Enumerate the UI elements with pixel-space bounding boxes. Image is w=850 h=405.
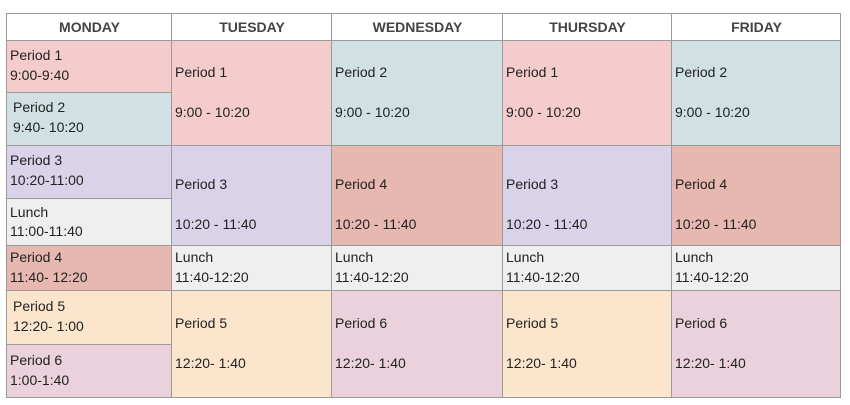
slot-name: Period 5 — [175, 315, 228, 331]
slot-time: 1:00-1:40 — [10, 372, 70, 388]
slot-name: Period 4 — [10, 249, 63, 265]
slot-name: Period 1 — [506, 64, 559, 80]
header-monday: MONDAY — [6, 13, 172, 40]
slot-name: Period 2 — [13, 99, 66, 115]
friday-lunch — [671, 245, 841, 291]
slot-name: Period 2 — [335, 64, 388, 80]
slot-name: Period 3 — [175, 176, 228, 192]
header-friday: FRIDAY — [671, 13, 841, 40]
slot-name: Period 3 — [10, 152, 63, 168]
slot-time: 10:20 - 11:40 — [335, 216, 417, 232]
slot-time: 11:00-11:40 — [10, 223, 83, 239]
slot-name: Period 6 — [335, 315, 388, 331]
monday-period-2 — [6, 92, 172, 146]
thursday-period-1 — [502, 40, 672, 146]
slot-name: Period 5 — [13, 298, 66, 314]
monday-lunch — [6, 198, 172, 246]
slot-time: 11:40-12:20 — [506, 269, 580, 285]
header-wednesday: WEDNESDAY — [331, 13, 503, 40]
slot-time: 11:40-12:20 — [335, 269, 409, 285]
slot-time: 12:20- 1:00 — [13, 318, 84, 334]
slot-name: Period 1 — [10, 47, 63, 63]
slot-name: Period 5 — [506, 315, 559, 331]
tuesday-lunch — [171, 245, 332, 291]
slot-time: 11:40-12:20 — [675, 269, 749, 285]
slot-time: 10:20 - 11:40 — [506, 216, 588, 232]
slot-name: Lunch — [335, 249, 374, 265]
thursday-lunch — [502, 245, 672, 291]
tuesday-period-1 — [171, 40, 332, 146]
slot-name: Period 6 — [10, 352, 63, 368]
slot-time: 10:20 - 11:40 — [175, 216, 257, 232]
wednesday-period-2 — [331, 40, 503, 146]
slot-name: Lunch — [10, 204, 49, 220]
slot-time: 11:40-12:20 — [175, 269, 249, 285]
monday-period-3 — [6, 145, 172, 199]
slot-name: Period 6 — [675, 315, 728, 331]
friday-period-2 — [671, 40, 841, 146]
slot-time: 9:40- 10:20 — [13, 119, 84, 135]
thursday-period-3 — [502, 145, 672, 246]
thursday-period-5 — [502, 290, 672, 398]
wednesday-lunch — [331, 245, 503, 291]
slot-time: 9:00 - 10:20 — [675, 104, 750, 120]
slot-time: 11:40- 12:20 — [10, 269, 88, 285]
table-right-border — [840, 13, 841, 398]
slot-name: Period 3 — [506, 176, 559, 192]
monday-period-4 — [6, 245, 172, 291]
monday-period-5 — [6, 290, 172, 345]
slot-time: 10:20 - 11:40 — [675, 216, 757, 232]
slot-time: 9:00 - 10:20 — [175, 104, 250, 120]
slot-name: Lunch — [506, 249, 545, 265]
slot-name: Period 1 — [175, 64, 228, 80]
slot-time: 10:20-11:00 — [10, 172, 84, 188]
friday-period-6 — [671, 290, 841, 398]
slot-name: Period 4 — [335, 176, 388, 192]
table-bottom-border — [6, 397, 841, 398]
slot-name: Period 2 — [675, 64, 728, 80]
slot-name: Lunch — [175, 249, 214, 265]
tuesday-period-3 — [171, 145, 332, 246]
tuesday-period-5 — [171, 290, 332, 398]
header-tuesday: TUESDAY — [171, 13, 332, 40]
slot-time: 9:00 - 10:20 — [335, 104, 410, 120]
slot-time: 12:20- 1:40 — [335, 355, 406, 371]
schedule-table — [6, 13, 841, 398]
slot-time: 12:20- 1:40 — [675, 355, 746, 371]
monday-period-1 — [6, 40, 172, 93]
slot-name: Period 4 — [675, 176, 728, 192]
slot-name: Lunch — [675, 249, 714, 265]
monday-period-6 — [6, 344, 172, 398]
wednesday-period-4 — [331, 145, 503, 246]
header-thursday: THURSDAY — [502, 13, 672, 40]
slot-time: 12:20- 1:40 — [175, 355, 246, 371]
friday-period-4 — [671, 145, 841, 246]
slot-time: 12:20- 1:40 — [506, 355, 577, 371]
wednesday-period-6 — [331, 290, 503, 398]
slot-time: 9:00-9:40 — [10, 67, 70, 83]
slot-time: 9:00 - 10:20 — [506, 104, 581, 120]
